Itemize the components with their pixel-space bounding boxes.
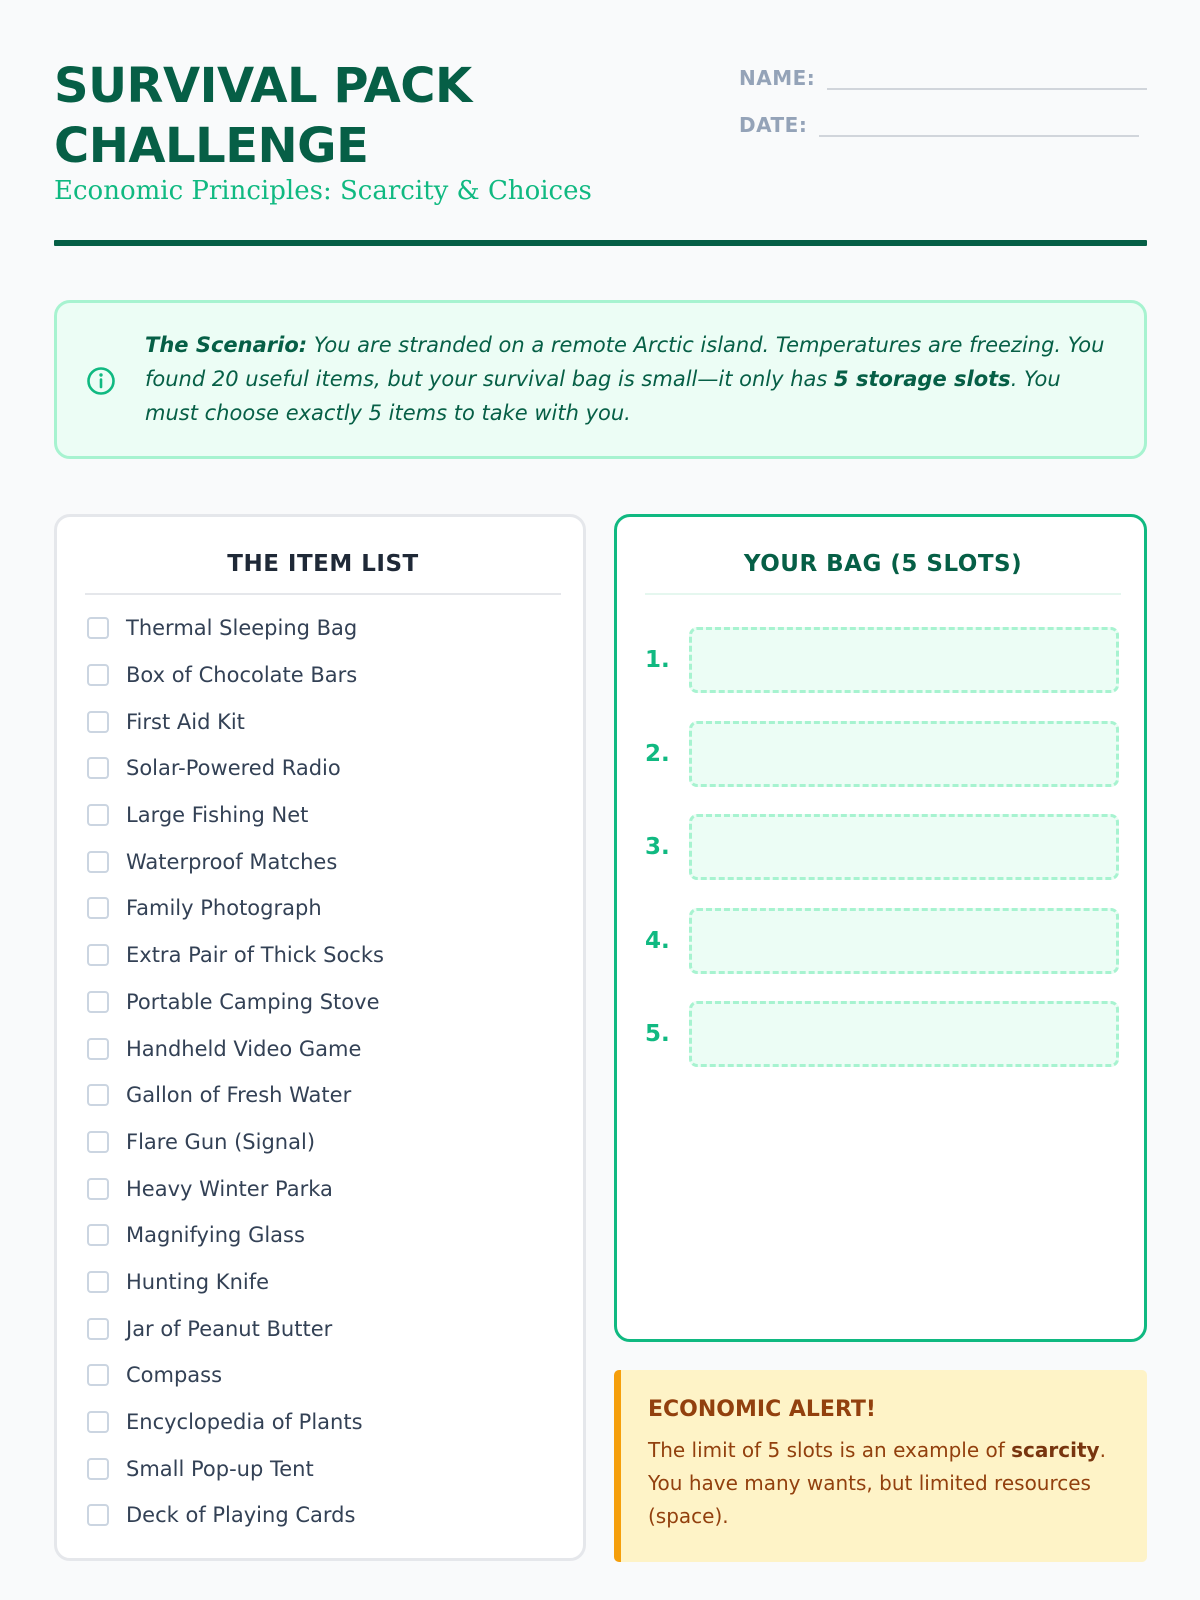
bag-slot xyxy=(645,627,1119,693)
list-item[interactable] xyxy=(87,605,384,652)
list-item[interactable] xyxy=(87,1399,384,1446)
item-label: Small Pop-up Tent xyxy=(126,1456,314,1481)
scenario-slots-emphasis: 5 storage slots xyxy=(834,367,1011,391)
item-label: Flare Gun (Signal) xyxy=(126,1129,316,1154)
item-list xyxy=(87,605,384,1539)
bag-slot xyxy=(645,908,1119,974)
list-item[interactable] xyxy=(87,1259,384,1306)
scenario-text xyxy=(145,328,1105,430)
item-checkbox[interactable] xyxy=(87,991,109,1013)
item-label: Solar-Powered Radio xyxy=(126,756,341,781)
list-item[interactable] xyxy=(87,698,384,745)
scenario-lead: The Scenario: xyxy=(145,333,308,357)
item-checkbox[interactable] xyxy=(87,1458,109,1480)
worksheet-header xyxy=(54,52,1147,246)
scenario-box xyxy=(54,300,1147,459)
item-checkbox[interactable] xyxy=(87,1504,109,1526)
item-label: Encyclopedia of Plants xyxy=(126,1410,363,1435)
scenario-text-part-1: You are stranded on a remote Arctic island. Temperatures are freezing. You found 20 useful items, but your survival bag is small—it only has xyxy=(145,333,1105,391)
list-item[interactable] xyxy=(87,1212,384,1259)
bag-slot-list xyxy=(645,627,1119,1095)
item-checkbox[interactable] xyxy=(87,1364,109,1386)
list-item[interactable] xyxy=(87,652,384,699)
list-item[interactable] xyxy=(87,979,384,1026)
list-item[interactable] xyxy=(87,885,384,932)
item-list-card xyxy=(54,514,586,1561)
page-subtitle: Economic Principles: Scarcity & Choices xyxy=(54,176,592,206)
item-label: Waterproof Matches xyxy=(126,849,338,874)
item-checkbox[interactable] xyxy=(87,1131,109,1153)
economic-alert xyxy=(614,1370,1147,1562)
slot-input[interactable] xyxy=(689,721,1119,787)
item-checkbox[interactable] xyxy=(87,944,109,966)
slot-input[interactable] xyxy=(689,814,1119,880)
slot-number: 4. xyxy=(645,927,670,954)
item-list-title: THE ITEM LIST xyxy=(227,551,419,577)
slot-number: 3. xyxy=(645,834,670,860)
item-label: Extra Pair of Thick Socks xyxy=(126,943,384,968)
bag-card xyxy=(614,514,1147,1342)
item-label: Box of Chocolate Bars xyxy=(126,663,358,688)
item-checkbox[interactable] xyxy=(87,617,109,639)
bag-slot xyxy=(645,721,1119,787)
item-label: Hunting Knife xyxy=(126,1269,270,1294)
slot-input[interactable] xyxy=(689,627,1119,693)
item-label: Jar of Peanut Butter xyxy=(126,1316,333,1341)
item-checkbox[interactable] xyxy=(87,1411,109,1433)
item-label: Compass xyxy=(126,1363,223,1388)
list-item[interactable] xyxy=(87,1165,384,1212)
list-item[interactable] xyxy=(87,1025,384,1072)
item-checkbox[interactable] xyxy=(87,1178,109,1200)
alert-text xyxy=(648,1434,1128,1533)
bag-slot xyxy=(645,1001,1119,1067)
date-field[interactable] xyxy=(819,107,1139,137)
item-checkbox[interactable] xyxy=(87,851,109,873)
scenario-text-part-2: . You must choose exactly 5 items to take with you. xyxy=(145,367,1061,425)
name-label: NAME: xyxy=(739,66,816,90)
name-field[interactable] xyxy=(827,60,1147,90)
list-item[interactable] xyxy=(87,1352,384,1399)
item-label: Gallon of Fresh Water xyxy=(126,1083,352,1108)
item-label: First Aid Kit xyxy=(126,709,245,734)
list-item[interactable] xyxy=(87,838,384,885)
item-checkbox[interactable] xyxy=(87,897,109,919)
slot-number: 5. xyxy=(645,1021,670,1047)
alert-term: scarcity xyxy=(1011,1438,1100,1462)
list-item[interactable] xyxy=(87,1492,384,1539)
item-label: Magnifying Glass xyxy=(126,1223,305,1248)
date-field-row xyxy=(739,107,1139,137)
alert-title: ECONOMIC ALERT! xyxy=(648,1397,876,1422)
item-list-divider xyxy=(85,593,561,595)
item-checkbox[interactable] xyxy=(87,757,109,779)
item-checkbox[interactable] xyxy=(87,1318,109,1340)
slot-number: 1. xyxy=(645,647,670,673)
list-item[interactable] xyxy=(87,745,384,792)
item-checkbox[interactable] xyxy=(87,1224,109,1246)
slot-input[interactable] xyxy=(689,1001,1119,1067)
header-divider xyxy=(54,240,1147,246)
item-label: Thermal Sleeping Bag xyxy=(126,616,358,641)
item-label: Heavy Winter Parka xyxy=(126,1176,333,1201)
list-item[interactable] xyxy=(87,1072,384,1119)
item-checkbox[interactable] xyxy=(87,804,109,826)
date-label: DATE: xyxy=(739,113,808,137)
alert-text-part-1: The limit of 5 slots is an example of xyxy=(648,1438,1012,1462)
item-label: Handheld Video Game xyxy=(126,1036,362,1061)
alert-text-part-2: . You have many wants, but limited resources (space). xyxy=(648,1438,1106,1528)
list-item[interactable] xyxy=(87,932,384,979)
page-title: SURVIVAL PACK CHALLENGE xyxy=(54,58,472,174)
item-checkbox[interactable] xyxy=(87,1084,109,1106)
item-checkbox[interactable] xyxy=(87,1271,109,1293)
name-field-row xyxy=(739,60,1147,90)
bag-slot xyxy=(645,814,1119,880)
bag-title: YOUR BAG (5 SLOTS) xyxy=(743,551,1023,577)
list-item[interactable] xyxy=(87,1305,384,1352)
info-icon xyxy=(86,366,116,396)
list-item[interactable] xyxy=(87,1445,384,1492)
item-checkbox[interactable] xyxy=(87,711,109,733)
list-item[interactable] xyxy=(87,792,384,839)
item-label: Family Photograph xyxy=(126,896,322,921)
slot-input[interactable] xyxy=(689,908,1119,974)
item-label: Large Fishing Net xyxy=(126,803,309,828)
item-label: Deck of Playing Cards xyxy=(126,1503,356,1528)
bag-divider xyxy=(645,593,1121,595)
slot-number: 2. xyxy=(645,740,670,767)
item-label: Portable Camping Stove xyxy=(126,989,380,1014)
list-item[interactable] xyxy=(87,1119,384,1166)
item-checkbox[interactable] xyxy=(87,1038,109,1060)
item-checkbox[interactable] xyxy=(87,664,109,686)
